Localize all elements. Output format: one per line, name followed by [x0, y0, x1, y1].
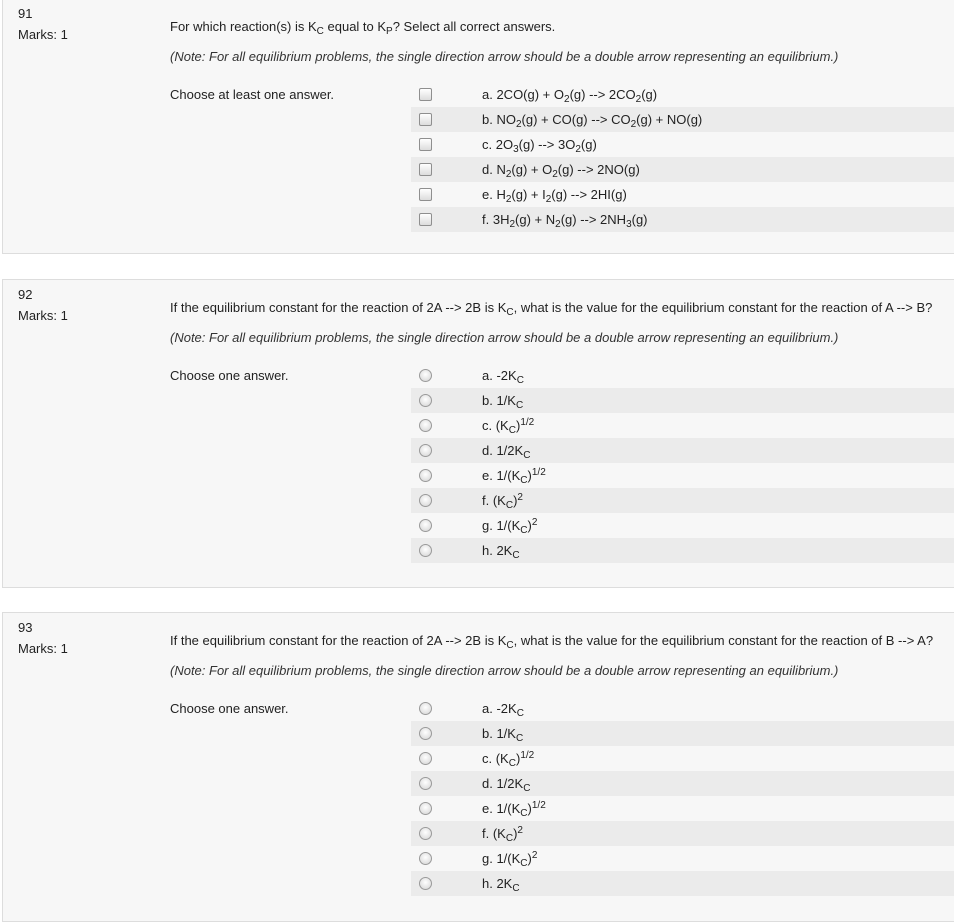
- answer-label[interactable]: g. $1/(K_C)^2$: [482, 517, 538, 536]
- answer-option[interactable]: [411, 846, 954, 871]
- answer-label[interactable]: e. $H_2(g) + I_2(g)$ --> 2HI(g): [482, 187, 627, 205]
- answer-option[interactable]: [411, 821, 954, 846]
- answer-option[interactable]: [411, 413, 954, 438]
- answer-option[interactable]: [411, 363, 954, 388]
- answer-option[interactable]: [411, 871, 954, 896]
- answer-label[interactable]: d. $1/2K_C$: [482, 776, 531, 794]
- answer-label[interactable]: e. $1/(K_C)^{1/2}$: [482, 467, 546, 486]
- answer-label[interactable]: h. $2K_C$: [482, 876, 520, 894]
- answer-checkbox[interactable]: [419, 188, 432, 201]
- question-block-92: [2, 279, 954, 588]
- question-marks: Marks: 1: [18, 641, 68, 656]
- answer-label[interactable]: c. $(K_C)^{1/2}$: [482, 750, 535, 769]
- answer-prompt: Choose one answer.: [170, 701, 289, 716]
- answer-radio[interactable]: [419, 394, 432, 407]
- question-number: 93: [18, 620, 33, 635]
- answer-checkbox[interactable]: [419, 213, 432, 226]
- answer-label[interactable]: f. $(K_C)^2$: [482, 492, 523, 511]
- answer-label[interactable]: f. $(K_C)^2$: [482, 825, 523, 844]
- answer-checkbox[interactable]: [419, 163, 432, 176]
- answer-radio[interactable]: [419, 544, 432, 557]
- question-block-93: [2, 612, 954, 922]
- answer-label[interactable]: h. $2K_C$: [482, 543, 520, 561]
- answer-label[interactable]: c. $(K_C)^{1/2}$: [482, 417, 535, 436]
- answer-option[interactable]: [411, 157, 954, 182]
- answer-option[interactable]: [411, 488, 954, 513]
- answer-checkbox[interactable]: [419, 88, 432, 101]
- answer-list: [411, 696, 954, 896]
- answer-radio[interactable]: [419, 802, 432, 815]
- answer-list: [411, 82, 954, 232]
- question-number: 92: [18, 287, 33, 302]
- answer-option[interactable]: [411, 438, 954, 463]
- answer-label[interactable]: g. $1/(K_C)^2$: [482, 850, 538, 869]
- answer-checkbox[interactable]: [419, 138, 432, 151]
- question-text: For which reaction(s) is $K_C$ equal to $K_P$? Select all correct answers.: [170, 19, 556, 37]
- answer-label[interactable]: a. $-2K_C$: [482, 368, 524, 386]
- question-text: If the equilibrium constant for the reaction of 2A --> 2B is $K_C$, what is the value for the equilibrium constant for the reaction of B --> A?: [170, 633, 934, 651]
- answer-radio[interactable]: [419, 469, 432, 482]
- answer-list: [411, 363, 954, 563]
- answer-radio[interactable]: [419, 752, 432, 765]
- answer-option[interactable]: [411, 513, 954, 538]
- question-note: (Note: For all equilibrium problems, the single direction arrow should be a double arrow representing an equilibrium.): [170, 663, 839, 678]
- question-text: If the equilibrium constant for the reaction of 2A --> 2B is $K_C$, what is the value for the equilibrium constant for the reaction of A --> B?: [170, 300, 933, 318]
- answer-radio[interactable]: [419, 444, 432, 457]
- answer-label[interactable]: c. $2O_3(g)$ --> $3O_2(g)$: [482, 137, 597, 155]
- question-marks: Marks: 1: [18, 27, 68, 42]
- question-block-91: [2, 0, 954, 254]
- question-marks: Marks: 1: [18, 308, 68, 323]
- answer-radio[interactable]: [419, 852, 432, 865]
- answer-label[interactable]: d. $1/2K_C$: [482, 443, 531, 461]
- answer-label[interactable]: b. $1/K_C$: [482, 393, 524, 411]
- answer-label[interactable]: b. $1/K_C$: [482, 726, 524, 744]
- answer-checkbox[interactable]: [419, 113, 432, 126]
- answer-option[interactable]: [411, 182, 954, 207]
- answer-option[interactable]: [411, 721, 954, 746]
- answer-option[interactable]: [411, 107, 954, 132]
- answer-option[interactable]: [411, 746, 954, 771]
- answer-prompt: Choose one answer.: [170, 368, 289, 383]
- answer-radio[interactable]: [419, 702, 432, 715]
- answer-option[interactable]: [411, 696, 954, 721]
- answer-label[interactable]: d. $N_2(g) + O_2(g)$ --> 2NO(g): [482, 162, 640, 180]
- answer-option[interactable]: [411, 771, 954, 796]
- question-note: (Note: For all equilibrium problems, the single direction arrow should be a double arrow representing an equilibrium.): [170, 330, 839, 345]
- answer-label[interactable]: e. $1/(K_C)^{1/2}$: [482, 800, 546, 819]
- answer-radio[interactable]: [419, 827, 432, 840]
- answer-radio[interactable]: [419, 877, 432, 890]
- answer-label[interactable]: b. $NO_2(g) + CO(g)$ --> $CO_2(g) + NO(g)$: [482, 112, 703, 130]
- answer-label[interactable]: a. $-2K_C$: [482, 701, 524, 719]
- answer-radio[interactable]: [419, 777, 432, 790]
- answer-prompt: Choose at least one answer.: [170, 87, 335, 102]
- answer-label[interactable]: f. $3H_2(g) + N_2(g)$ --> $2NH_3(g)$: [482, 212, 648, 230]
- answer-radio[interactable]: [419, 369, 432, 382]
- answer-option[interactable]: [411, 538, 954, 563]
- answer-radio[interactable]: [419, 519, 432, 532]
- answer-option[interactable]: [411, 207, 954, 232]
- answer-label[interactable]: a. $2CO(g) + O_2(g)$ --> $2CO_2(g)$: [482, 87, 658, 105]
- answer-option[interactable]: [411, 463, 954, 488]
- answer-option[interactable]: [411, 82, 954, 107]
- answer-radio[interactable]: [419, 727, 432, 740]
- answer-option[interactable]: [411, 132, 954, 157]
- answer-radio[interactable]: [419, 494, 432, 507]
- question-number: 91: [18, 6, 33, 21]
- question-note: (Note: For all equilibrium problems, the single direction arrow should be a double arrow representing an equilibrium.): [170, 49, 839, 64]
- answer-option[interactable]: [411, 388, 954, 413]
- answer-option[interactable]: [411, 796, 954, 821]
- answer-radio[interactable]: [419, 419, 432, 432]
